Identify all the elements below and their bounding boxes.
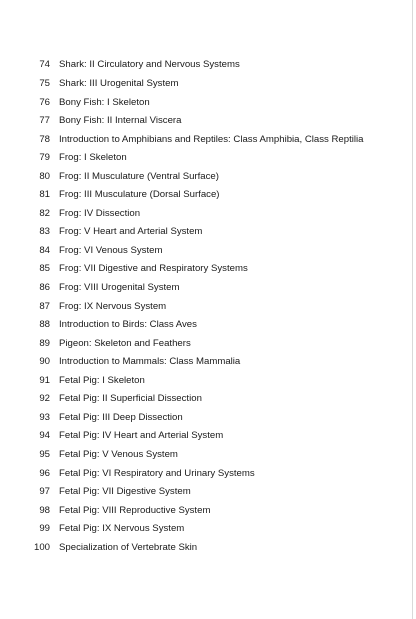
plate-title: Frog: II Musculature (Ventral Surface) — [59, 170, 219, 182]
toc-entry — [0, 390, 410, 409]
toc-entry — [0, 93, 410, 112]
toc-entry — [0, 538, 410, 557]
plate-number: 84 — [39, 244, 50, 256]
plate-number: 95 — [39, 448, 50, 460]
plate-number: 87 — [39, 300, 50, 312]
plate-number: 99 — [39, 523, 50, 535]
plate-title: Frog: IV Dissection — [59, 207, 141, 219]
toc-entry — [0, 297, 410, 316]
plate-number: 83 — [39, 226, 50, 238]
plate-number: 78 — [39, 133, 50, 145]
toc-entry — [0, 334, 410, 353]
plate-title: Frog: III Musculature (Dorsal Surface) — [59, 189, 220, 201]
plate-title: Frog: VIII Urogenital System — [59, 282, 180, 294]
toc-entry — [0, 56, 410, 75]
toc-entry — [0, 279, 410, 298]
toc-entry — [0, 483, 410, 502]
plate-title: Fetal Pig: IV Heart and Arterial System — [59, 430, 224, 442]
plate-number: 74 — [39, 59, 50, 71]
toc-entry — [0, 167, 410, 186]
plate-title: Fetal Pig: VIII Reproductive System — [59, 504, 211, 516]
table-of-contents — [0, 56, 410, 557]
toc-entry — [0, 316, 410, 335]
plate-title: Frog: VI Venous System — [59, 244, 163, 256]
plate-number: 76 — [39, 96, 50, 108]
plate-number: 91 — [39, 374, 50, 386]
toc-entry — [0, 112, 410, 131]
toc-entry — [0, 353, 410, 372]
toc-entry — [0, 260, 410, 279]
toc-entry — [0, 223, 410, 242]
plate-title: Frog: IX Nervous System — [59, 300, 167, 312]
plate-number: 98 — [39, 504, 50, 516]
plate-number: 85 — [39, 263, 50, 275]
plate-number: 90 — [39, 356, 50, 368]
plate-title: Fetal Pig: IX Nervous System — [59, 523, 185, 535]
toc-entry — [0, 204, 410, 223]
plate-title: Fetal Pig: V Venous System — [59, 448, 178, 460]
toc-entry — [0, 371, 410, 390]
plate-number: 80 — [39, 170, 50, 182]
plate-title: Shark: II Circulatory and Nervous Systems — [59, 59, 240, 71]
plate-number: 82 — [39, 207, 50, 219]
plate-title: Fetal Pig: II Superficial Dissection — [59, 393, 202, 405]
plate-title: Introduction to Amphibians and Reptiles: Class Amphibia, Class Reptilia — [59, 133, 364, 145]
plate-title: Fetal Pig: VI Respiratory and Urinary Systems — [59, 467, 255, 479]
plate-number: 81 — [39, 189, 50, 201]
plate-title: Bony Fish: I Skeleton — [59, 96, 150, 108]
plate-title: Introduction to Birds: Class Aves — [59, 319, 197, 331]
plate-number: 79 — [39, 152, 50, 164]
plate-number: 89 — [39, 337, 50, 349]
plate-title: Specialization of Vertebrate Skin — [59, 541, 198, 553]
plate-title: Pigeon: Skeleton and Feathers — [59, 337, 191, 349]
plate-title: Fetal Pig: VII Digestive System — [59, 486, 191, 498]
toc-entry — [0, 186, 410, 205]
plate-title: Frog: V Heart and Arterial System — [59, 226, 203, 238]
plate-title: Bony Fish: II Internal Viscera — [59, 115, 182, 127]
plate-title: Fetal Pig: I Skeleton — [59, 374, 145, 386]
plate-title: Shark: III Urogenital System — [59, 78, 179, 90]
plate-number: 92 — [39, 393, 50, 405]
plate-title: Frog: I Skeleton — [59, 152, 127, 164]
plate-number: 97 — [39, 486, 50, 498]
plate-number: 86 — [39, 282, 50, 294]
toc-entry — [0, 149, 410, 168]
plate-number: 93 — [39, 411, 50, 423]
plate-number: 88 — [39, 319, 50, 331]
plate-title: Frog: VII Digestive and Respiratory Systems — [59, 263, 248, 275]
page-edge-divider — [412, 0, 413, 619]
toc-entry — [0, 445, 410, 464]
toc-entry — [0, 501, 410, 520]
plate-title: Fetal Pig: III Deep Dissection — [59, 411, 183, 423]
plate-number: 75 — [39, 78, 50, 90]
toc-entry — [0, 408, 410, 427]
plate-number: 77 — [39, 115, 50, 127]
toc-entry — [0, 75, 410, 94]
plate-number: 94 — [39, 430, 50, 442]
plate-title: Introduction to Mammals: Class Mammalia — [59, 356, 241, 368]
plate-number: 96 — [39, 467, 50, 479]
toc-entry — [0, 241, 410, 260]
toc-entry — [0, 130, 410, 149]
toc-entry — [0, 464, 410, 483]
toc-entry — [0, 520, 410, 539]
toc-entry — [0, 427, 410, 446]
plate-number: 100 — [33, 541, 50, 553]
